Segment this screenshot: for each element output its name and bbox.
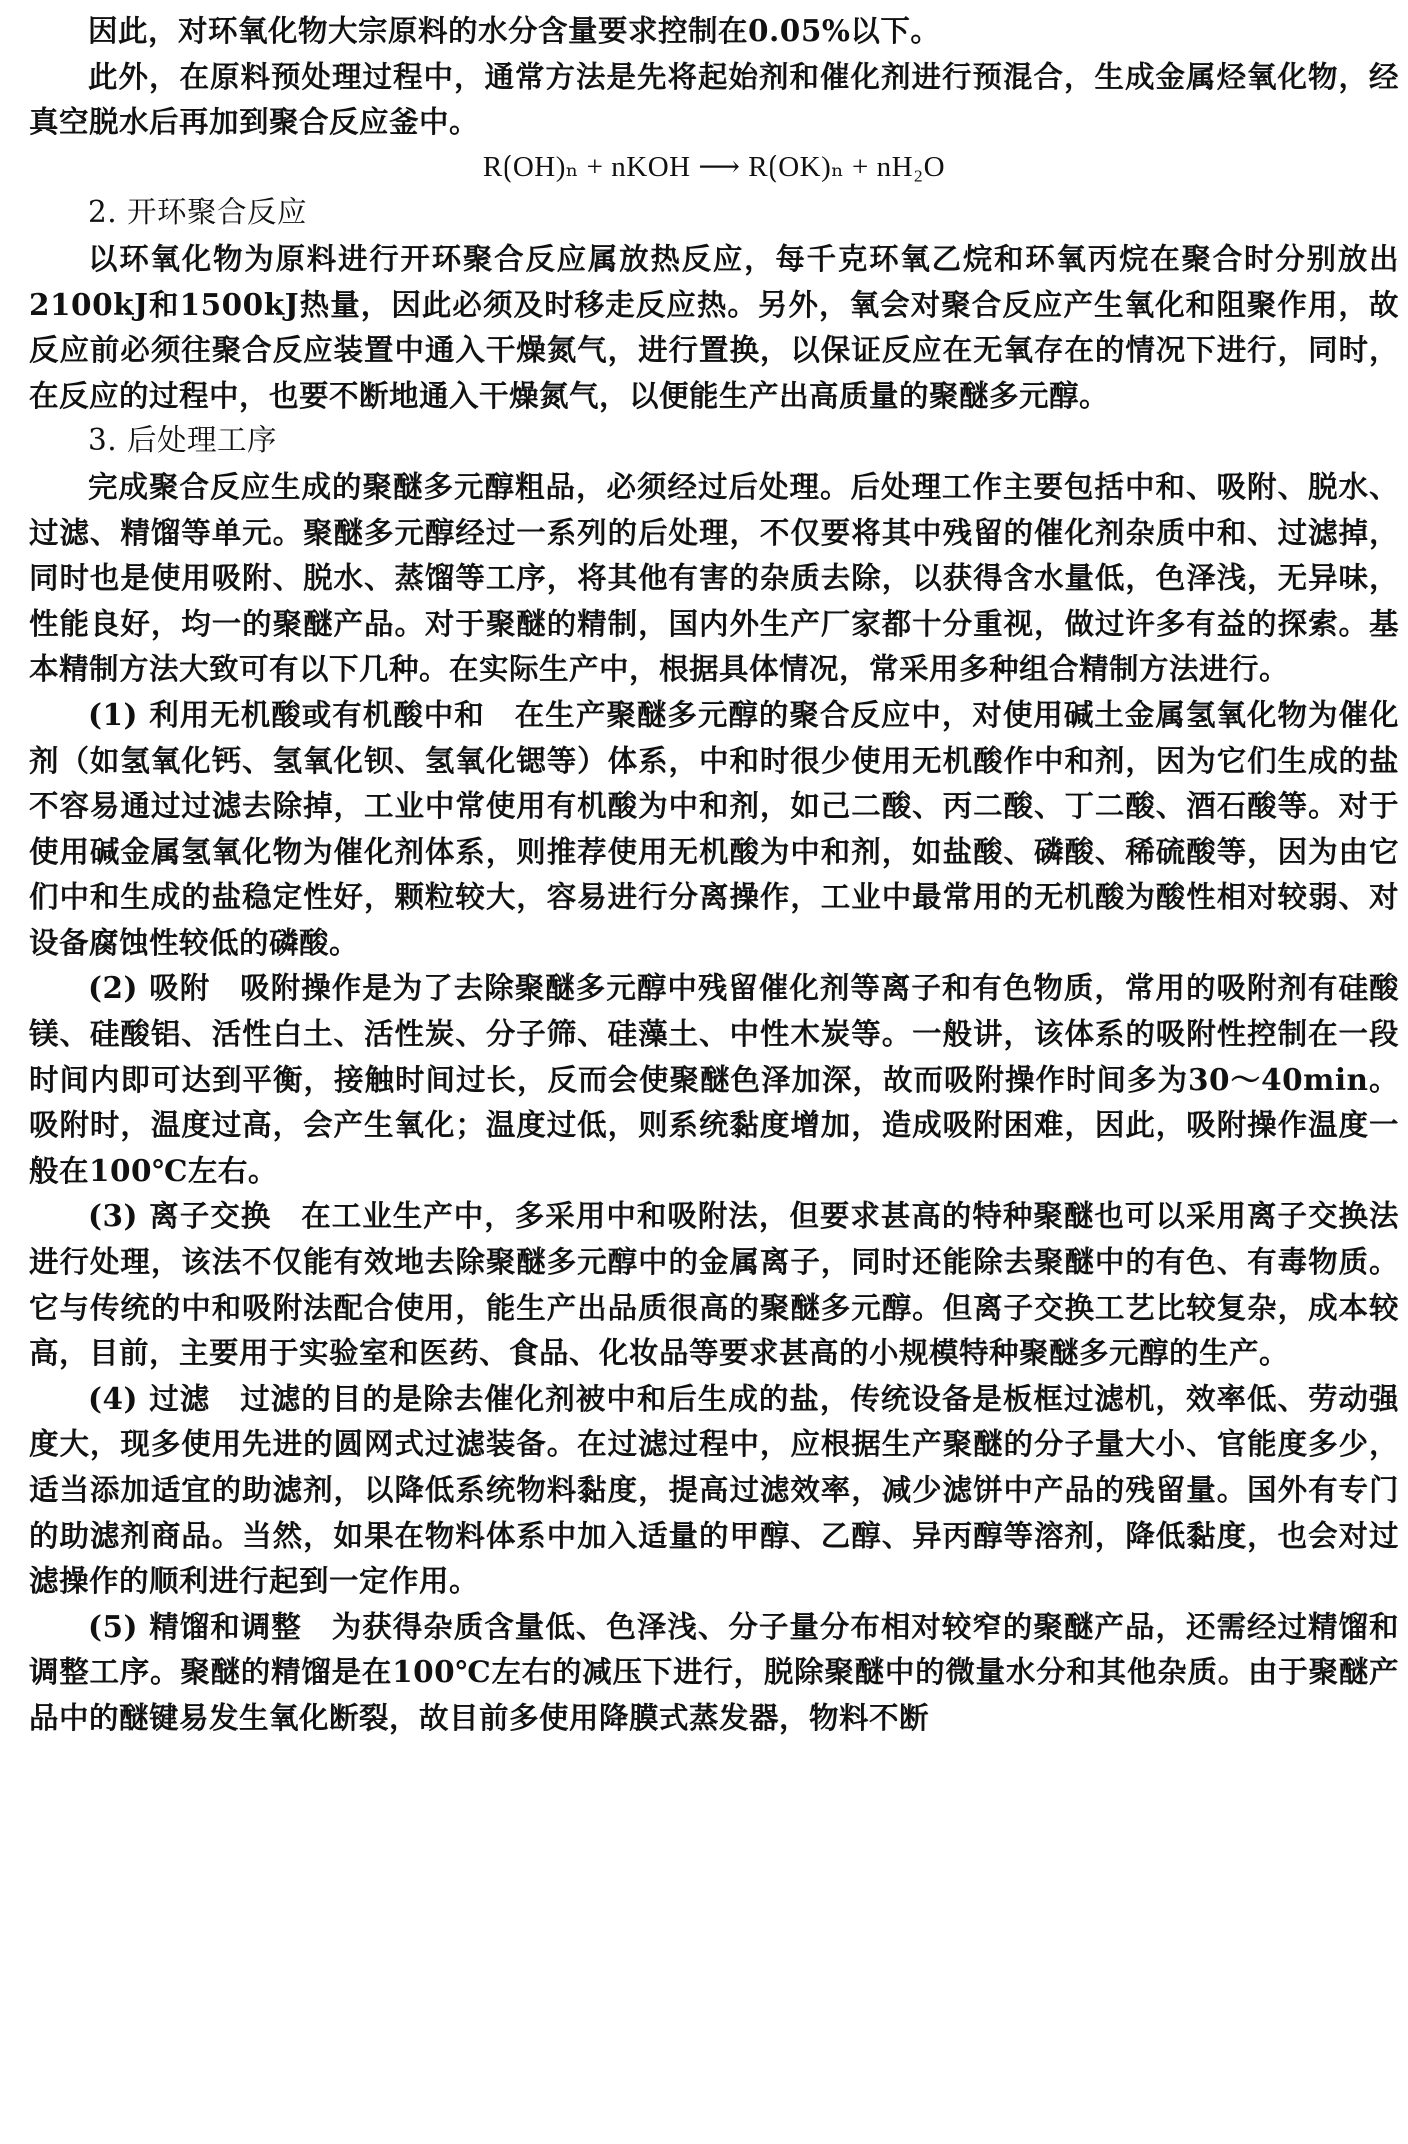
- item-4-label: (4) 过滤: [88, 1380, 211, 1416]
- item-5-body: 为获得杂质含量低、色泽浅、分子量分布相对较窄的聚醚产品，还需经过精馏和调整工序。聚醚的精馏是在100℃左右的减压下进行，脱除聚醚中的微量水分和其他杂质。由于聚醚产品中的醚键易发生氧化断裂，故目前多使用降膜式蒸发器，物料不断: [29, 1608, 1399, 1735]
- item-2-body: 吸附操作是为了去除聚醚多元醇中残留催化剂等离子和有色物质，常用的吸附剂有硅酸镁、硅酸铝、活性白土、活性炭、分子筛、硅藻土、中性木炭等。一般讲，该体系的吸附性控制在一段时间内即可达到平衡，接触时间过长，反而会使聚醚色泽加深，故而吸附操作时间多为30～40min。吸附时，温度过高，会产生氧化；温度过低，则系统黏度增加，造成吸附困难，因此，吸附操作温度一般在100℃左右。: [29, 970, 1399, 1188]
- item-3-label: (3) 离子交换: [88, 1198, 272, 1234]
- document-page: [29, 8, 1399, 1741]
- item-1-paragraph: [29, 692, 1399, 966]
- item-2-paragraph: [29, 965, 1399, 1193]
- section-3-paragraph: 完成聚合反应生成的聚醚多元醇粗品，必须经过后处理。后处理工作主要包括中和、吸附、脱水、过滤、精馏等单元。聚醚多元醇经过一系列的后处理，不仅要将其中残留的催化剂杂质中和、过滤掉，同时也是使用吸附、脱水、蒸馏等工序，将其他有害的杂质去除，以获得含水量低，色泽浅，无异味，性能良好，均一的聚醚产品。对于聚醚的精制，国内外生产厂家都十分重视，做过许多有益的探索。基本精制方法大致可有以下几种。在实际生产中，根据具体情况，常采用多种组合精制方法进行。: [29, 468, 1399, 687]
- item-4-body: 过滤的目的是除去催化剂被中和后生成的盐，传统设备是板框过滤机，效率低、劳动强度大，现多使用先进的圆网式过滤装备。在过滤过程中，应根据生产聚醚的分子量大小、官能度多少，适当添加适宜的助滤剂，以降低系统物料黏度，提高过滤效率，减少滤饼中产品的残留量。国外有专门的助滤剂商品。当然，如果在物料体系中加入适量的甲醇、乙醇、异丙醇等溶剂，降低黏度，也会对过滤操作的顺利进行起到一定作用。: [29, 1380, 1399, 1599]
- pretreatment-paragraph: 此外，在原料预处理过程中，通常方法是先将起始剂和催化剂进行预混合，生成金属烃氧化物，经真空脱水后再加到聚合反应釜中。: [29, 58, 1399, 140]
- section-3-heading: 3. 后处理工序: [88, 423, 278, 458]
- item-3-body: 在工业生产中，多采用中和吸附法，但要求甚高的特种聚醚也可以采用离子交换法进行处理，该法不仅能有效地去除聚醚多元醇中的金属离子，同时还能除去聚醚中的有色、有毒物质。它与传统的中和吸附法配合使用，能生产出品质很高的聚醚多元醇。但离子交换工艺比较复杂，成本较高，目前，主要用于实验室和医药、食品、化妆品等要求甚高的小规模特种聚醚多元醇的生产。: [29, 1198, 1399, 1371]
- item-2-label: (2) 吸附: [88, 970, 211, 1006]
- item-3-paragraph: [29, 1193, 1399, 1375]
- intro-line: 因此，对环氧化物大宗原料的水分含量要求控制在0.05%以下。: [88, 13, 941, 48]
- item-1-label: (1) 利用无机酸或有机酸中和: [88, 696, 485, 732]
- section-2-paragraph: 以环氧化物为原料进行开环聚合反应属放热反应，每千克环氧乙烷和环氧丙烷在聚合时分别放出2100kJ和1500kJ热量，因此必须及时移走反应热。另外，氧会对聚合反应产生氧化和阻聚作用，故反应前必须往聚合反应装置中通入干燥氮气，进行置换，以保证反应在无氧存在的情况下进行，同时，在反应的过程中，也要不断地通入干燥氮气，以便能生产出高质量的聚醚多元醇。: [29, 240, 1399, 413]
- reaction-equation: R⟮OH)ₙ + nKOH ⟶ R⟮OK)ₙ + nH₂O: [482, 150, 946, 183]
- item-1-body: 在生产聚醚多元醇的聚合反应中，对使用碱土金属氢氧化物为催化剂（如氢氧化钙、氢氧化钡、氢氧化锶等）体系，中和时很少使用无机酸作中和剂，因为它们生成的盐不容易通过过滤去除掉，工业中常使用有机酸为中和剂，如己二酸、丙二酸、丁二酸、酒石酸等。对于使用碱金属氢氧化物为催化剂体系，则推荐使用无机酸为中和剂，如盐酸、磷酸、稀硫酸等，因为由它们中和生成的盐稳定性好，颗粒较大，容易进行分离操作，工业中最常用的无机酸为酸性相对较弱、对设备腐蚀性较低的磷酸。: [29, 696, 1399, 960]
- item-5-paragraph: [29, 1604, 1399, 1741]
- section-2-heading: 2. 开环聚合反应: [88, 195, 308, 230]
- item-5-label: (5) 精馏和调整: [88, 1608, 302, 1644]
- item-4-paragraph: [29, 1376, 1399, 1604]
